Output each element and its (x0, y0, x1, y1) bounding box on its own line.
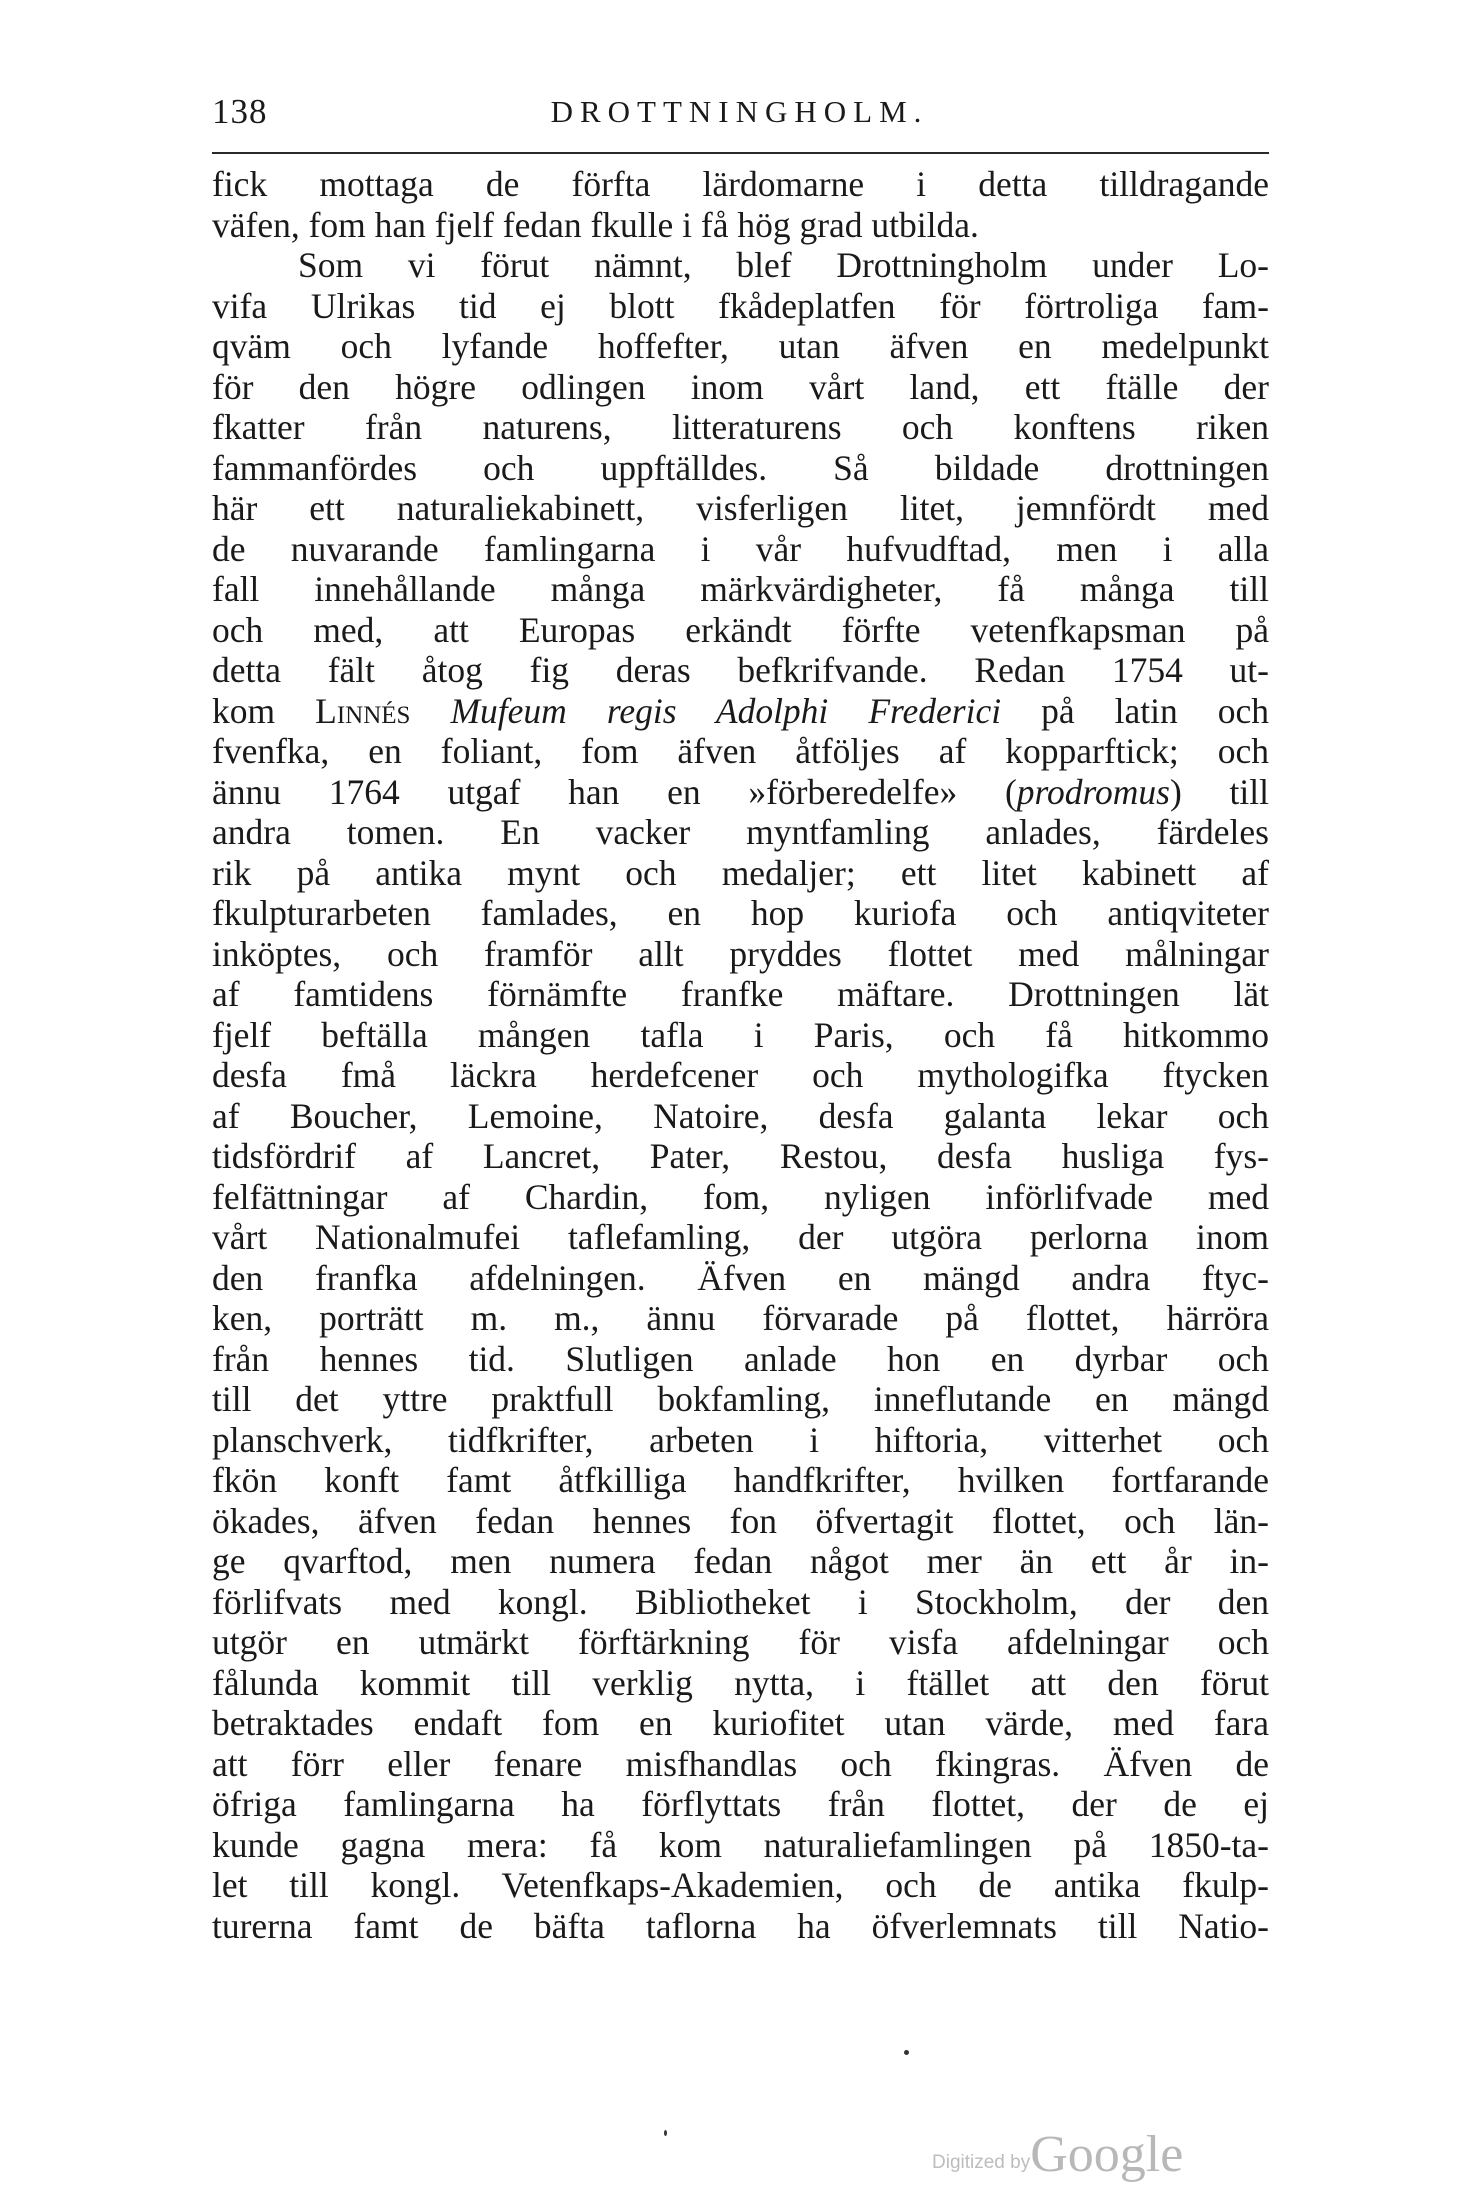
text-line (212, 1055, 1269, 1096)
text-line (212, 1015, 1269, 1056)
text-line (212, 1865, 1269, 1906)
text-run: förlifvats med kongl. Bibliotheket i Stockholm, der den (212, 1581, 1269, 1622)
page-header (212, 92, 1267, 142)
page-number: 138 (212, 92, 268, 131)
text-line (212, 367, 1269, 408)
text-line (212, 1703, 1269, 1744)
text-run: fvenfka, en foliant, fom äfven åtföljes af kopparftick; och (212, 731, 1269, 771)
text-line (212, 934, 1269, 975)
text-run: till det yttre praktfull bokfamling, inneflutande en mängd (212, 1379, 1269, 1419)
text-run: fjelf beftälla mången tafla i Paris, och få hitkommo (212, 1014, 1269, 1055)
text-line (212, 1177, 1269, 1218)
text-run: qväm och lyfande hoffefter, utan äfven en medelpunkt (212, 326, 1269, 366)
print-speck (904, 2050, 909, 2055)
text-run: väfen, fom han fjelf fedan fkulle i få hög grad utbilda. (212, 204, 979, 245)
text-line (212, 772, 1269, 813)
text-run: öfriga famlingarna ha förflyttats från flottet, der de ej (212, 1784, 1269, 1824)
text-line (212, 812, 1269, 853)
text-run: andra tomen. En vacker myntfamling anlades, färdeles (212, 812, 1269, 852)
text-line (212, 1541, 1269, 1582)
text-line (212, 1258, 1269, 1299)
text-run: turerna famt de bäfta taflorna ha öfverlemnats till Natio- (212, 1905, 1269, 1946)
text-line (212, 1906, 1269, 1947)
text-run: att förr eller fenare misfhandlas och fkingras. Äfven de (212, 1743, 1269, 1784)
text-run: Som vi förut nämnt, blef Drottningholm under Lo- (298, 245, 1269, 285)
text-run: och med, att Europas erkändt förfte vetenfkapsman på (212, 609, 1269, 650)
text-run: ännu 1764 utgaf han en »förberedelfe» ( (212, 771, 1017, 812)
text-line (212, 610, 1269, 651)
italic-title: prodromus (1016, 771, 1170, 812)
text-run: från hennes tid. Slutligen anlade hon en dyrbar och (212, 1338, 1269, 1379)
text-run: vårt Nationalmufei taflefamling, der utgöra perlorna inom (212, 1217, 1269, 1257)
text-run: vifa Ulrikas tid ej blott fkådeplatfen för förtroliga fam- (212, 285, 1269, 326)
text-run: på latin och (1001, 690, 1270, 731)
text-run: af Boucher, Lemoine, Natoire, desfa galanta lekar och (212, 1095, 1269, 1136)
text-run: för den högre odlingen inom vårt land, ett ftälle der (212, 366, 1269, 407)
italic-title: Mufeum regis Adolphi Frederici (450, 690, 1002, 731)
text-line (212, 1825, 1269, 1866)
text-line (212, 286, 1269, 327)
text-run: fall innehållande många märkvärdigheter, få många till (212, 569, 1269, 609)
text-line (212, 448, 1269, 489)
text-run: fkatter från naturens, litteraturens och konftens riken (212, 407, 1269, 447)
text-run: rik på antika mynt och medaljer; ett litet kabinett af (212, 852, 1269, 893)
text-line (212, 1096, 1269, 1137)
text-run: ken, porträtt m. m., ännu förvarade på flottet, härröra (212, 1298, 1269, 1338)
text-line (212, 1784, 1269, 1825)
text-line (212, 1663, 1269, 1704)
text-line (212, 1622, 1269, 1663)
text-run: kunde gagna mera: få kom naturaliefamlingen på 1850-ta- (212, 1824, 1269, 1865)
text-run: här ett naturaliekabinett, visferligen litet, jemnfördt med (212, 488, 1269, 528)
text-line (212, 1420, 1269, 1461)
text-run: planschverk, tidfkrifter, arbeten i hiftoria, vitterhet och (212, 1419, 1269, 1460)
text-run: fick mottaga de förfta lärdomarne i detta tilldragande (212, 164, 1269, 204)
text-run: desfa fmå läckra herdefcener och mythologifka ftycken (212, 1055, 1269, 1095)
text-run: ) till (1170, 771, 1269, 812)
text-run: fkulpturarbeten famlades, en hop kuriofa och antiqviteter (212, 893, 1269, 933)
text-line (212, 1744, 1269, 1785)
text-line (212, 1217, 1269, 1258)
text-run: de nuvarande famlingarna i vår hufvudftad, men i alla (212, 528, 1269, 569)
text-run: af famtidens förnämfte franfke mäftare. Drottningen lät (212, 974, 1269, 1014)
text-run (410, 691, 450, 731)
text-line (212, 529, 1269, 570)
watermark-prefix: Digitized by (932, 2152, 1031, 2173)
print-speck (664, 2130, 667, 2136)
text-line (212, 853, 1269, 894)
header-rule (212, 152, 1269, 154)
running-head: DROTTNINGHOLM. (550, 94, 929, 129)
text-run: ökades, äfven fedan hennes fon öfvertagit flottet, och län- (212, 1500, 1269, 1541)
text-run: kom (212, 690, 316, 731)
body-text (212, 164, 1269, 1946)
text-run: den franfka afdelningen. Äfven en mängd andra ftyc- (212, 1257, 1269, 1298)
text-line (212, 1379, 1269, 1420)
text-run: betraktades endaft fom en kuriofitet utan värde, med fara (212, 1703, 1269, 1743)
text-run: fammanfördes och uppftälldes. Så bildade drottningen (212, 447, 1269, 488)
text-line (212, 245, 1269, 286)
digitized-watermark (932, 2125, 1183, 2184)
text-line (212, 731, 1269, 772)
text-run: fålunda kommit till verklig nytta, i ftället att den förut (212, 1662, 1269, 1703)
text-line (212, 326, 1269, 367)
text-line (212, 893, 1269, 934)
text-line (212, 407, 1269, 448)
text-run: fkön konft famt åtfkilliga handfkrifter, hvilken fortfarande (212, 1460, 1269, 1500)
text-line (212, 205, 1269, 246)
text-run: inköptes, och framför allt pryddes flottet med målningar (212, 933, 1269, 974)
text-line (212, 488, 1269, 529)
text-run: let till kongl. Vetenfkaps-Akademien, och de antika fkulp- (212, 1865, 1269, 1905)
text-run: utgör en utmärkt förftärkning för visfa afdelningar och (212, 1622, 1269, 1662)
text-run: ge qvarftod, men numera fedan något mer än ett år in- (212, 1541, 1269, 1581)
text-line (212, 650, 1269, 691)
text-run: felfättningar af Chardin, fom, nyligen införlifvade med (212, 1176, 1269, 1217)
text-line (212, 1136, 1269, 1177)
text-line (212, 1582, 1269, 1623)
google-logo: Google (1030, 2126, 1184, 2183)
text-line (212, 1501, 1269, 1542)
text-run: tidsfördrif af Lancret, Pater, Restou, desfa husliga fys- (212, 1136, 1269, 1176)
text-run: detta fält åtog fig deras befkrifvande. Redan 1754 ut- (212, 650, 1269, 690)
text-line (212, 569, 1269, 610)
text-line (212, 1339, 1269, 1380)
text-line (212, 1298, 1269, 1339)
text-line (212, 1460, 1269, 1501)
text-line (212, 164, 1269, 205)
small-caps-name: Linnés (315, 690, 411, 731)
text-line (212, 691, 1269, 732)
text-line (212, 974, 1269, 1015)
